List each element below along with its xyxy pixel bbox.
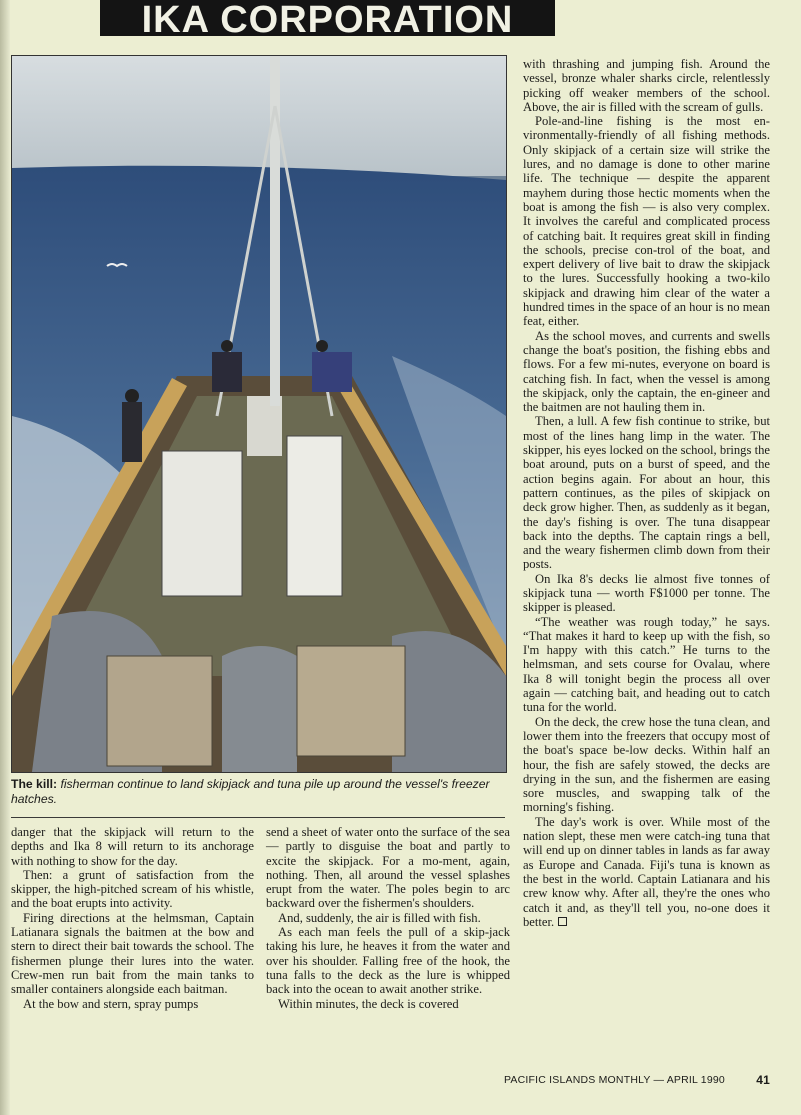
fishing-boat-photo <box>11 55 507 773</box>
article-column-1 <box>11 825 254 1011</box>
paragraph: danger that the skipjack will return to the depths and Ika 8 will return to its anchorage with nothing to show for the day. <box>11 825 254 868</box>
paragraph: “The weather was rough today,” he says. “That makes it hard to keep up with the fish, so I'm happy with this catch.” He turns to the helmsman, and sets course for Ovalau, where Ika 8 will tonight begin the process all over again — catching bait, and heading out to catch tuna for the world. <box>523 614 770 715</box>
paragraph-text: The day's work is over. While most of the nation slept, these men were catch-ing tuna that will end up on dinner tables in lands as far away as Europe and Canada. Fiji's tuna is known as the best in the world. Captain Latianara and his crew know why. After all, they're the ones who catch it and, as they'll tell you, no-one does it better. <box>523 814 770 929</box>
page-spine-shadow <box>0 0 10 1115</box>
page-footer <box>504 1074 770 1086</box>
end-of-article-icon <box>558 917 567 926</box>
article-column-2 <box>266 825 510 1011</box>
paragraph: On the deck, the crew hose the tuna clean, and lower them into the freezers that occupy most of the boat's space be-low decks. Within half an hour, the fish are safely stowed, the decks are drying in the sun, and the fishermen are easing sore muscles, and swapping talk of the morning's fishing. <box>523 714 770 815</box>
paragraph: Within minutes, the deck is covered <box>278 996 459 1011</box>
photo-caption <box>11 777 505 807</box>
paragraph: As the school moves, and currents and swells change the boat's position, the fishing ebbs and flows. For a few mi-nutes, everyone on board is catching fish. In fact, when the vessel is among the skipjack, only the captain, the en-gineer and the baitmen are not hauling them in. <box>523 328 770 415</box>
footer-credit: PACIFIC ISLANDS MONTHLY — APRIL 1990 <box>504 1074 725 1086</box>
paragraph: send a sheet of water onto the surface of the sea — partly to disguise the boat and partly to excite the skipjack. For a mo-ment, again, nothing. Then, all around the vessel splashes erupt from the water. The poles begin to arc backward over the fishermen's shoulders. <box>266 825 510 911</box>
page-number: 41 <box>756 1073 770 1087</box>
paragraph: And, suddenly, the air is filled with fish. <box>278 910 481 925</box>
caption-text: fisherman continue to land skipjack and tuna pile up around the vessel's freezer hatches. <box>11 777 490 806</box>
paragraph: Pole-and-line fishing is the most en-vironmentally-friendly of all fishing methods. Only skipjack of a certain size will strike the lures, and no damage is done to other marine life. The technique — despite the apparent mayhem during those hectic moments when the boat is among the fish — is also very complex. It involves the careful and complicated process of catching bait. It requires great skill in finding the schools, precise con-trol of the boat, and expert delivery of live bait to draw the skipjack to the lures. Successfully hooking a two-kilo skipjack and drawing him clear of the water a hundred times in the space of an hour is no mean feat, either. <box>523 114 770 329</box>
paragraph: Then: a grunt of satisfaction from the skipper, the high-pitched scream of his whistle, and the boat erupts into activity. <box>11 867 254 911</box>
boat-deck-illustration <box>12 56 506 772</box>
paragraph: On Ika 8's decks lie almost five tonnes of skipjack tuna — worth F$1000 per tonne. The skipper is pleased. <box>523 571 770 615</box>
caption-lead: The kill: <box>11 777 58 791</box>
paragraph-final <box>523 815 770 929</box>
caption-divider <box>11 817 505 818</box>
paragraph: As each man feels the pull of a skip-jack taking his lure, he heaves it from the water and over his shoulder. Falling free of the hook, the tuna falls to the deck as the lure is whipped back into the ocean to await another strike. <box>266 925 510 997</box>
paragraph: with thrashing and jumping fish. Around the vessel, bronze whaler sharks circle, relentlessly picking off weaker members of the school. Above, the air is filled with the scream of gulls. <box>523 57 770 114</box>
paragraph: Then, a lull. A few fish continue to strike, but most of the lines hang limp in the water. The skipper, his eyes locked on the school, brings the boat around, puts on a burst of speed, and the action begins again. For about an hour, this pattern continues, as the piles of skipjack on deck grow higher. Then, as suddenly as it began, the day's fishing is over. The tuna disappear back into the depths. The captain rings a bell, and the weary fishermen climb down from their posts. <box>523 414 770 572</box>
paragraph: Firing directions at the helmsman, Captain Latianara signals the baitmen at the bow and stern to direct their bait towards the school. The fishermen plunge their lures into the water. Crew-men run bait from the main tanks to smaller containers alongside each baitman. <box>11 910 254 997</box>
masthead-title: IKA CORPORATION <box>100 0 555 36</box>
paragraph: At the bow and stern, spray pumps <box>23 996 199 1011</box>
article-column-3 <box>523 57 770 929</box>
